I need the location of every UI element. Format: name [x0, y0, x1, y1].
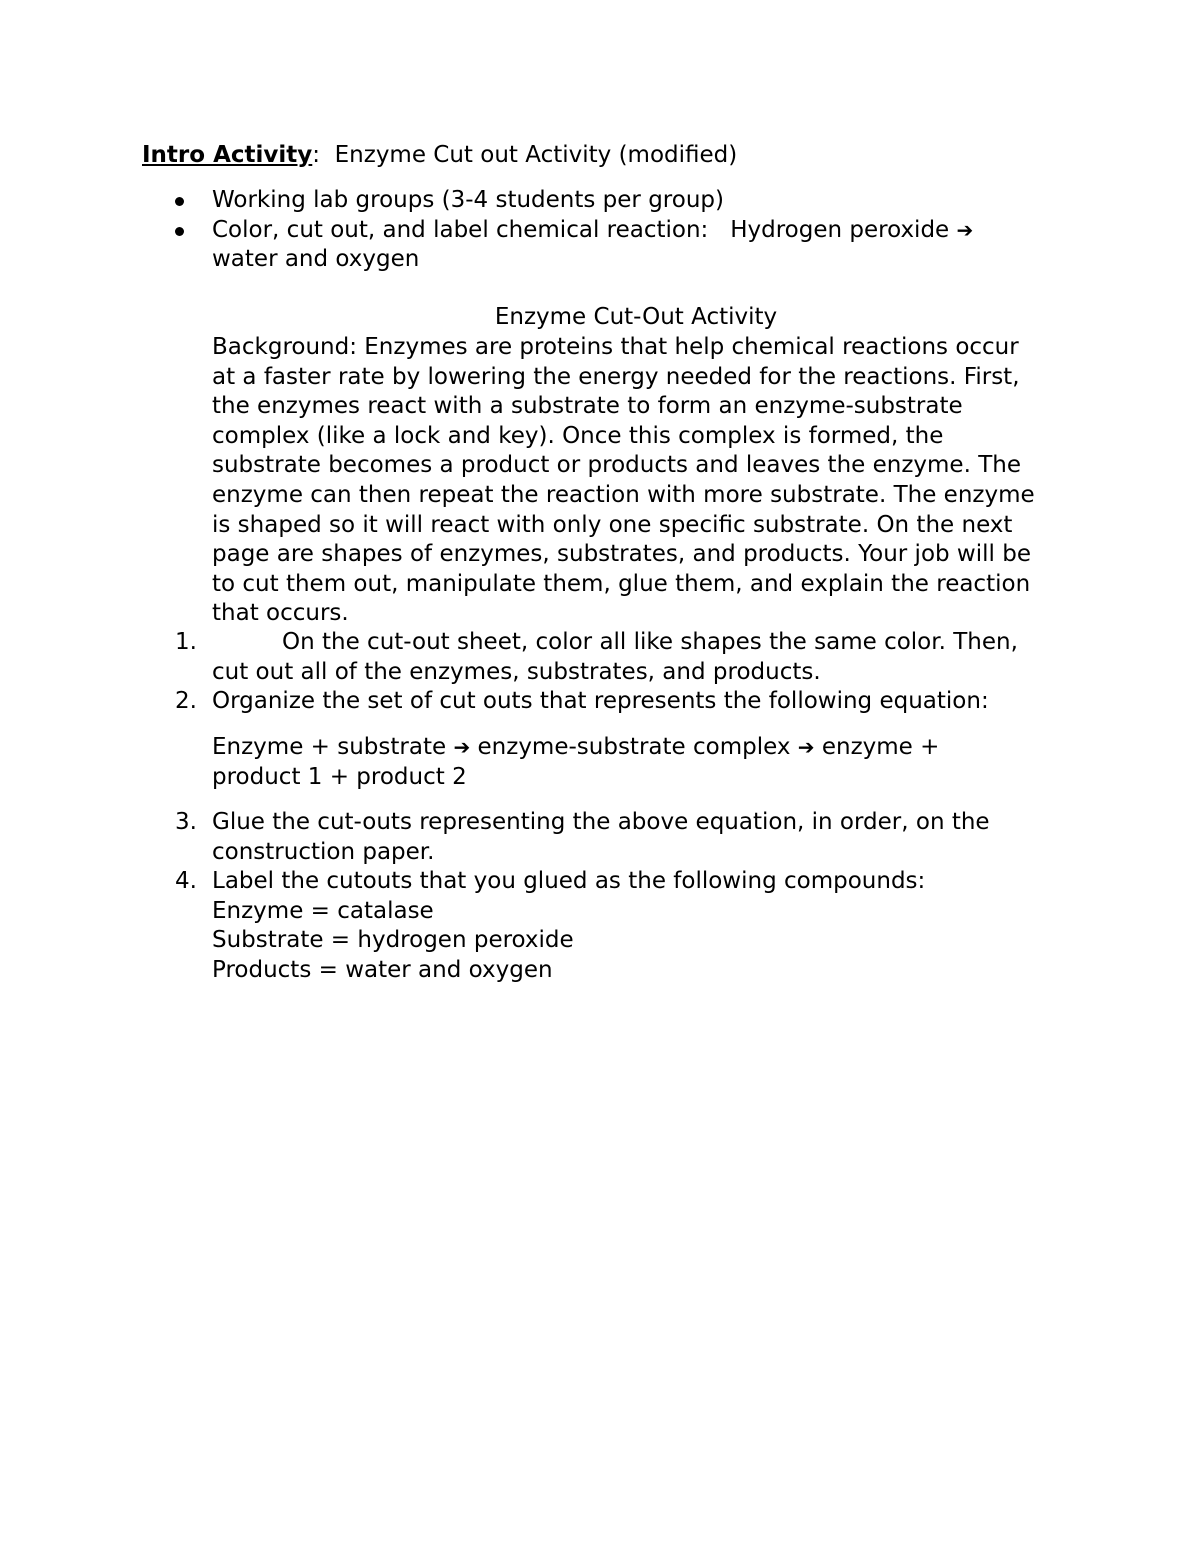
arrow-right-icon: ➔ [797, 735, 815, 759]
step-text-continued: construction paper. [212, 838, 435, 865]
step-text: Glue the cut-outs representing the above equation, in order, on the [212, 809, 990, 835]
background-line: page are shapes of enzymes, substrates, and products. Your job will be [212, 541, 1031, 568]
equation-line [212, 733, 1072, 763]
background-line: at a faster rate by lowering the energy needed for the reactions. First, [212, 363, 1020, 390]
equation-line: product 1 + product 2 [212, 763, 467, 790]
background-line: that occurs. [212, 600, 349, 627]
bullet-item [212, 186, 1072, 216]
bullet-dot-icon [175, 197, 184, 206]
bullet-item [212, 216, 1072, 275]
bullet-text-continued: water and oxygen [212, 246, 420, 273]
intro-bullet-list [212, 186, 1072, 275]
compound-line: Substrate = hydrogen peroxide [212, 927, 574, 954]
step-text: Organize the set of cut outs that represents the following equation: [212, 688, 989, 714]
background-paragraph [212, 333, 1072, 629]
intro-heading [142, 141, 737, 171]
step-4 [175, 867, 1072, 985]
step-text: Label the cutouts that you glued as the following compounds: [212, 868, 926, 894]
step-number: 4. [175, 868, 197, 894]
step-2 [175, 687, 1072, 717]
compound-line: Enzyme = catalase [212, 897, 434, 924]
arrow-right-icon: ➔ [453, 735, 471, 759]
equation-part: Enzyme + substrate [212, 734, 454, 760]
step-number: 3. [175, 809, 197, 835]
background-line: is shaped so it will react with only one specific substrate. On the next [212, 511, 1013, 538]
bullet-text: Color, cut out, and label chemical reaction: Hydrogen peroxide [212, 216, 950, 243]
background-line: Background: Enzymes are proteins that help chemical reactions occur [212, 334, 1019, 360]
step-number: 1. [175, 629, 197, 655]
equation-part: enzyme-substrate complex [470, 734, 798, 760]
equation [212, 733, 1072, 792]
arrow-right-icon: ➔ [956, 217, 974, 242]
bullet-dot-icon [175, 227, 184, 236]
heading-label: Intro Activity [142, 142, 313, 168]
background-line: enzyme can then repeat the reaction with more substrate. The enzyme [212, 481, 1035, 508]
background-line: to cut them out, manipulate them, glue them, and explain the reaction [212, 570, 1031, 597]
compound-line: Products = water and oxygen [212, 956, 553, 983]
step-text: On the cut-out sheet, color all like shapes the same color. Then, [282, 629, 1018, 655]
background-line: substrate becomes a product or products and leaves the enzyme. The [212, 452, 1021, 479]
step-text-continued: cut out all of the enzymes, substrates, and products. [212, 658, 821, 685]
heading-text: Enzyme Cut out Activity (modified) [320, 142, 738, 168]
step-3 [175, 808, 1072, 867]
equation-part: enzyme + [814, 734, 940, 760]
background-line: the enzymes react with a substrate to form an enzyme-substrate [212, 393, 963, 420]
step-1 [175, 628, 1072, 687]
bullet-text: Working lab groups (3-4 students per group) [212, 187, 724, 213]
background-line: complex (like a lock and key). Once this complex is formed, the [212, 422, 944, 449]
section-title: Enzyme Cut-Out Activity [494, 304, 778, 330]
heading-separator: : [312, 142, 321, 168]
step-number: 2. [175, 688, 197, 714]
